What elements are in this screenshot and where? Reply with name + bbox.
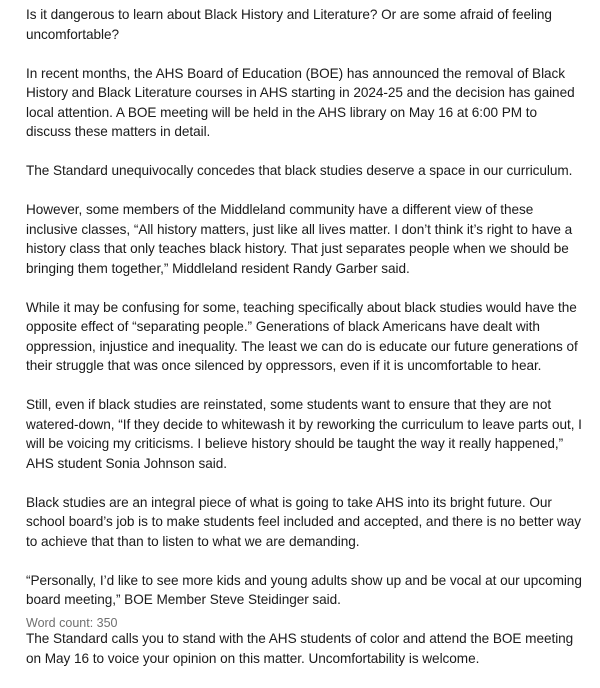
paragraph-rebuttal: While it may be confusing for some, teaching specifically about black studies would have the opposite effect of “separating people.” Generations of black Americans have dealt with oppression, injustice and inequality. The least we can do is educate our future generations of their struggle that was once silenced by oppressors, even if it is uncomfortable to hear. <box>26 299 578 373</box>
paragraph-intro-question: Is it dangerous to learn about Black History and Literature? Or are some afraid of feeling uncomfortable? <box>26 7 552 42</box>
paragraph-call-to-action: The Standard calls you to stand with the AHS students of color and attend the BOE meeting on May 16 to voice your opinion on this matter. Uncomfortability is welcome. <box>26 631 574 666</box>
paragraph-future: Black studies are an integral piece of what is going to take AHS into its bright future. Our school board’s job is to make students feel included and accepted, and there is no better way to achieve that than to listen to what we are demanding. <box>26 494 582 549</box>
paragraph-community-view: However, some members of the Middleland community have a different view of these inclusive classes, “All history matters, just like all lives matter. I don’t think it’s right to have a history class that only teaches black history. That just separates people when we should be bringing them together,” Middleland resident Randy Garber said. <box>26 202 573 276</box>
paragraph-boe-announcement: In recent months, the AHS Board of Education (BOE) has announced the removal of Black History and Black Literature courses in AHS starting in 2024-25 and the decision has gained local attention. A BOE meeting will be held in the AHS library on May 16 at 6:00 PM to discuss these matters in detail. <box>26 65 575 139</box>
paragraph-standard-position: The Standard unequivocally concedes that black studies deserve a space in our curriculum. <box>26 163 573 178</box>
paragraph-student-concern: Still, even if black studies are reinstated, some students want to ensure that they are not watered-down, “If they decide to whitewash it by reworking the curriculum to leave parts out, I will be voicing my criticisms. I believe history should be taught the way it really happened,” AHS student Sonia Johnson said. <box>26 397 582 471</box>
document-body <box>26 5 582 688</box>
word-count: Word count: 350 <box>26 616 118 630</box>
paragraph-board-member-quote: “Personally, I’d like to see more kids and young adults show up and be vocal at our upcoming board meeting,” BOE Member Steve Steidinger said. <box>26 572 582 607</box>
